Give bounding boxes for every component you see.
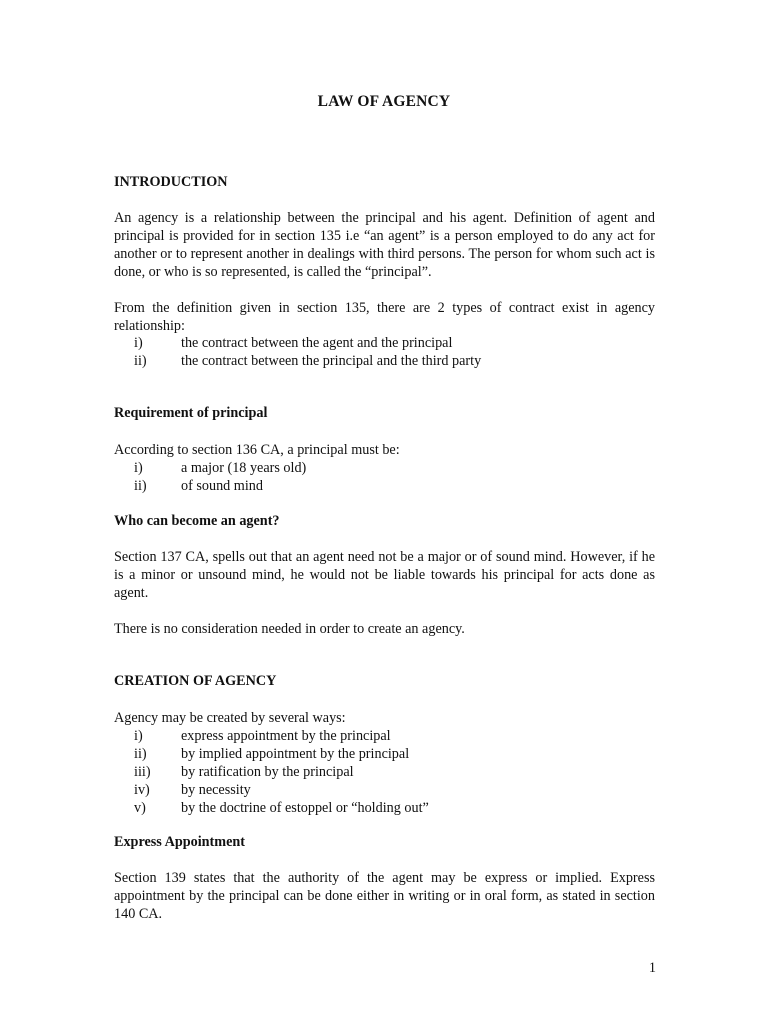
contract-types-list <box>114 334 655 370</box>
section-heading-who-can-become-agent: Who can become an agent? <box>114 513 280 529</box>
list-item-text: the contract between the principal and the third party <box>181 353 482 369</box>
list-item-number: ii) <box>134 353 147 369</box>
express-appointment-paragraph: Section 139 states that the authority of the agent may be express or implied. Express appointment by the principal can be done either in writing or in oral form, as stated in section 140 CA. <box>114 870 655 922</box>
list-item-number: ii) <box>134 746 147 762</box>
intro-paragraph-definition: An agency is a relationship between the principal and his agent. Definition of agent and principal is provided for in section 135 i.e “an agent” is a person employed to do any act for another or to represent another in dealings with third persons. The person for whom such act is done, or who is so represented, is called the “principal”. <box>114 210 655 280</box>
list-item-text: express appointment by the principal <box>181 728 391 744</box>
list-item-text: a major (18 years old) <box>181 460 307 476</box>
list-item <box>114 459 655 477</box>
page-number: 1 <box>648 960 656 976</box>
creation-methods-list <box>114 727 655 817</box>
list-item-text: by implied appointment by the principal <box>181 746 410 762</box>
list-item-number: i) <box>134 460 143 476</box>
list-item <box>114 745 655 763</box>
list-item <box>114 799 655 817</box>
list-item-number: ii) <box>134 478 147 494</box>
agent-paragraph-capacity: Section 137 CA, spells out that an agent need not be a major or of sound mind. However, if he is a minor or unsound mind, he would not be liable towards his principal for acts done as agent. <box>114 549 655 601</box>
list-item <box>114 477 655 495</box>
list-item <box>114 352 655 370</box>
list-item-text: by ratification by the principal <box>181 764 354 780</box>
list-item-text: of sound mind <box>181 478 263 494</box>
list-item-text: the contract between the agent and the principal <box>181 335 453 351</box>
section-heading-introduction: INTRODUCTION <box>114 174 228 190</box>
list-item <box>114 781 655 799</box>
list-item-number: v) <box>134 800 146 816</box>
list-item-text: by the doctrine of estoppel or “holding out” <box>181 800 429 816</box>
list-item-number: iv) <box>134 782 150 798</box>
list-item-number: i) <box>134 728 143 744</box>
section-heading-creation-of-agency: CREATION OF AGENCY <box>114 673 277 689</box>
list-item-number: iii) <box>134 764 151 780</box>
document-title: LAW OF AGENCY <box>317 93 451 110</box>
agent-paragraph-consideration: There is no consideration needed in order to create an agency. <box>114 621 465 637</box>
section-heading-express-appointment: Express Appointment <box>114 834 245 850</box>
requirement-paragraph: According to section 136 CA, a principal must be: <box>114 442 400 458</box>
list-item <box>114 763 655 781</box>
section-heading-requirement-of-principal: Requirement of principal <box>114 405 268 421</box>
list-item-number: i) <box>134 335 143 351</box>
list-item <box>114 334 655 352</box>
requirement-list <box>114 459 655 495</box>
creation-paragraph: Agency may be created by several ways: <box>114 710 346 726</box>
intro-paragraph-contract-types: From the definition given in section 135, there are 2 types of contract exist in agency relationship: <box>114 300 655 334</box>
list-item <box>114 727 655 745</box>
list-item-text: by necessity <box>181 782 251 798</box>
